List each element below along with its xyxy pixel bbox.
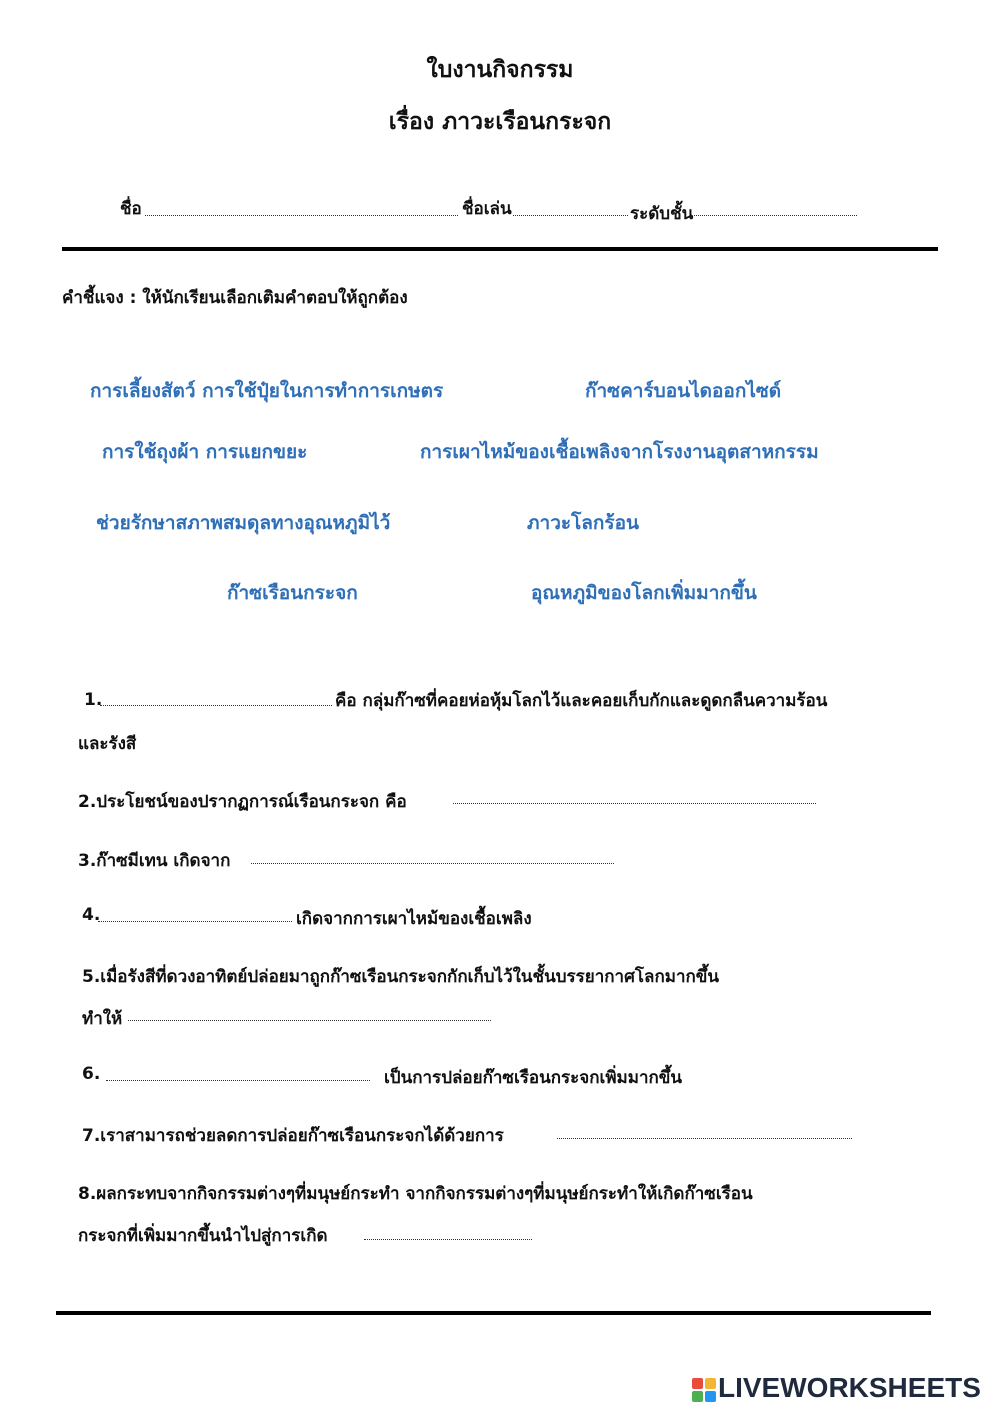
answer-7-field[interactable] <box>557 1138 852 1139</box>
name-field[interactable] <box>145 215 458 216</box>
question-8-continuation: กระจกที่เพิ่มมากขึ้นนำไปสู่การเกิด <box>78 1226 328 1246</box>
question-5-text: 5.เมื่อรังสีที่ดวงอาทิตย์ปล่อยมาถูกก๊าซเรือนกระจกกักเก็บไว้ในชั้นบรรยากาศโลกมากขึ้น <box>82 967 720 987</box>
question-3-text: 3.ก๊าซมีเทน เกิดจาก <box>78 851 231 871</box>
answer-6-field[interactable] <box>106 1080 370 1081</box>
nickname-label: ชื่อเล่น <box>462 199 512 219</box>
word-bank-item: ก๊าซเรือนกระจก <box>227 582 358 604</box>
question-1-continuation: และรังสี <box>78 734 137 754</box>
worksheet-title: ใบงานกิจกรรม <box>426 57 574 83</box>
top-divider <box>62 247 938 251</box>
instructions: คำชี้แจง : ให้นักเรียนเลือกเติมคำตอบให้ถูกต้อง <box>62 288 408 308</box>
word-bank-item: การใช้ถุงผ้า การแยกขยะ <box>102 441 308 463</box>
nickname-field[interactable] <box>513 215 628 216</box>
bottom-divider <box>56 1311 931 1315</box>
question-2-text: 2.ประโยชน์ของปรากฏการณ์เรือนกระจก คือ <box>78 792 407 812</box>
grade-field[interactable] <box>694 215 857 216</box>
question-7-text: 7.เราสามารถช่วยลดการปล่อยก๊าซเรือนกระจกได้ด้วยการ <box>82 1126 504 1146</box>
question-6-number: 6. <box>82 1064 101 1084</box>
liveworksheets-logo <box>692 1374 992 1408</box>
answer-5-field[interactable] <box>128 1020 491 1021</box>
word-bank-item: ภาวะโลกร้อน <box>527 512 640 534</box>
answer-8-field[interactable] <box>364 1239 532 1240</box>
name-label: ชื่อ <box>120 199 142 219</box>
word-bank-item: การเลี้ยงสัตว์ การใช้ปุ๋ยในการทำการเกษตร <box>90 380 444 402</box>
word-bank-item: ก๊าซคาร์บอนไดออกไซด์ <box>585 380 782 402</box>
word-bank-item: ช่วยรักษาสภาพสมดุลทางอุณหภูมิไว้ <box>96 512 391 534</box>
answer-4-field[interactable] <box>98 921 292 922</box>
answer-1-field[interactable] <box>100 705 332 706</box>
word-bank-item: การเผาไหม้ของเชื้อเพลิงจากโรงงานอุตสาหกรรม <box>420 441 819 463</box>
question-1-number: 1. <box>84 690 103 710</box>
question-6-text: เป็นการปล่อยก๊าซเรือนกระจกเพิ่มมากขึ้น <box>384 1068 683 1088</box>
question-5-continuation: ทำให้ <box>82 1009 123 1029</box>
answer-3-field[interactable] <box>251 863 614 864</box>
answer-2-field[interactable] <box>453 803 816 804</box>
liveworksheets-logo-icon <box>692 1378 716 1404</box>
liveworksheets-logo-text: LIVEWORKSHEETS <box>718 1372 981 1403</box>
grade-label: ระดับชั้น <box>630 204 694 224</box>
question-8-text: 8.ผลกระทบจากกิจกรรมต่างๆที่มนุษย์กระทำ จากกิจกรรมต่างๆที่มนุษย์กระทำให้เกิดก๊าซเรือน <box>78 1184 753 1204</box>
worksheet-subtitle: เรื่อง ภาวะเรือนกระจก <box>388 109 612 135</box>
word-bank-item: อุณหภูมิของโลกเพิ่มมากขึ้น <box>531 582 757 604</box>
question-1-text: คือ กลุ่มก๊าซที่คอยห่อหุ้มโลกไว้และคอยเก็บกักและดูดกลืนความร้อน <box>335 691 828 711</box>
question-4-text: เกิดจากการเผาไหม้ของเชื้อเพลิง <box>296 909 532 929</box>
question-4-number: 4. <box>82 905 101 925</box>
